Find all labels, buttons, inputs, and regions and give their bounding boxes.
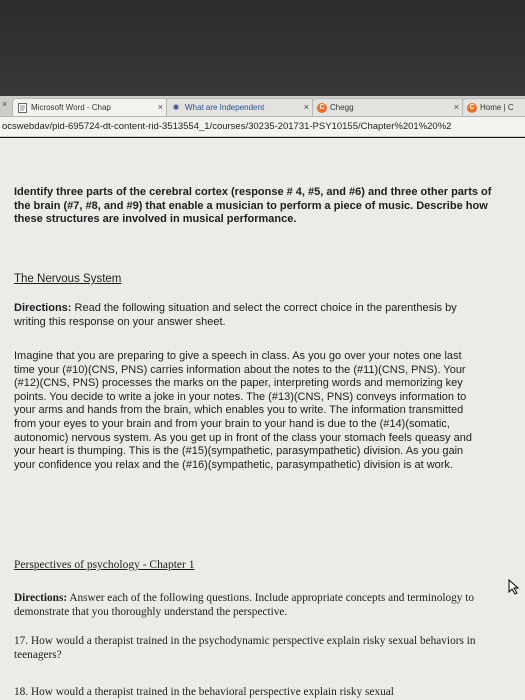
tab-label: Chegg	[330, 103, 354, 112]
section-heading-perspectives: Perspectives of psychology - Chapter 1	[14, 559, 195, 571]
document-viewer	[0, 138, 525, 700]
address-bar[interactable]	[0, 117, 525, 137]
url-text: ocswebdav/pid-695724-dt-content-rid-3513554_1/courses/30235-201731-PSY10155/Chapter%201%20%2	[2, 121, 452, 132]
tab-microsoft-word[interactable]	[12, 98, 168, 116]
tab-chegg[interactable]	[312, 98, 464, 116]
close-icon[interactable]: ×	[303, 102, 309, 112]
star-favicon-icon: ✱	[172, 103, 180, 112]
directions-label: Directions:	[14, 592, 68, 604]
question-text: Identify three parts of the cerebral cortex (response # 4, #5, and #6) and three other parts of the brain (#7, #8, and #9) that enable a musician to perform a piece of music.	[14, 186, 492, 212]
question-18: 18. How would a therapist trained in the behavioral perspective explain risky sexual	[14, 686, 394, 698]
directions-perspectives	[14, 592, 494, 619]
out-of-screen-area	[0, 0, 525, 96]
close-icon[interactable]: ×	[157, 102, 163, 112]
tab-home-chegg[interactable]	[462, 98, 525, 116]
question-cerebral-cortex	[14, 186, 494, 227]
directions-label: Directions:	[14, 302, 72, 314]
chegg-icon: C	[317, 103, 327, 113]
mouse-cursor-icon	[508, 579, 520, 595]
tab-label: Home | C	[480, 103, 514, 112]
situation-passage: Imagine that you are preparing to give a speech in class. As you go over your notes one last time your (#10)(CNS, PNS) carries information about the notes to the (#11)(CNS, PNS). Your (#12)(CNS, PNS) processes the marks on the paper, interpreting words and memorizing key points. You decide to write a joke in your notes. The (#13)(CNS, PNS) conveys information to your arms and hands from the brain, which enables you to write. The information transmitted from your eyes to your brain and from your brain to your hand is due to the (#14)(somatic, autonomic) nervous system. As you get up in front of the class your stomach feels queasy and your heart is thumping. This is the (#15)(sympathetic, parasympathetic) division. As you gain your confidence you relax and the (#16)(sympathetic, parasympathetic) division is at work.	[14, 350, 472, 471]
close-icon[interactable]: ×	[453, 102, 459, 112]
directions-nervous-system	[14, 302, 484, 329]
tab-what-are-independent[interactable]	[166, 98, 314, 116]
chegg-icon: C	[467, 103, 477, 113]
tab-label: What are Independent	[185, 103, 265, 112]
tab-label: Microsoft Word - Chap	[31, 103, 111, 112]
directions-text: Answer each of the following questions. Include appropriate concepts and terminology to demonstrate that you thoroughly understand the perspective.	[14, 592, 475, 618]
browser-tab-bar	[0, 96, 525, 117]
question-17: 17. How would a therapist trained in the psychodynamic perspective explain risky sexual behaviors in teenagers?	[14, 635, 476, 661]
document-icon	[17, 103, 27, 113]
directions-text: Read the following situation and select the correct choice in the parenthesis by writing this response on your answer sheet.	[14, 302, 457, 328]
close-icon[interactable]: ×	[2, 99, 8, 109]
section-heading-nervous-system: The Nervous System	[14, 273, 122, 285]
question-emphasis: Describe how these structures are involved in musical performance.	[14, 199, 488, 226]
